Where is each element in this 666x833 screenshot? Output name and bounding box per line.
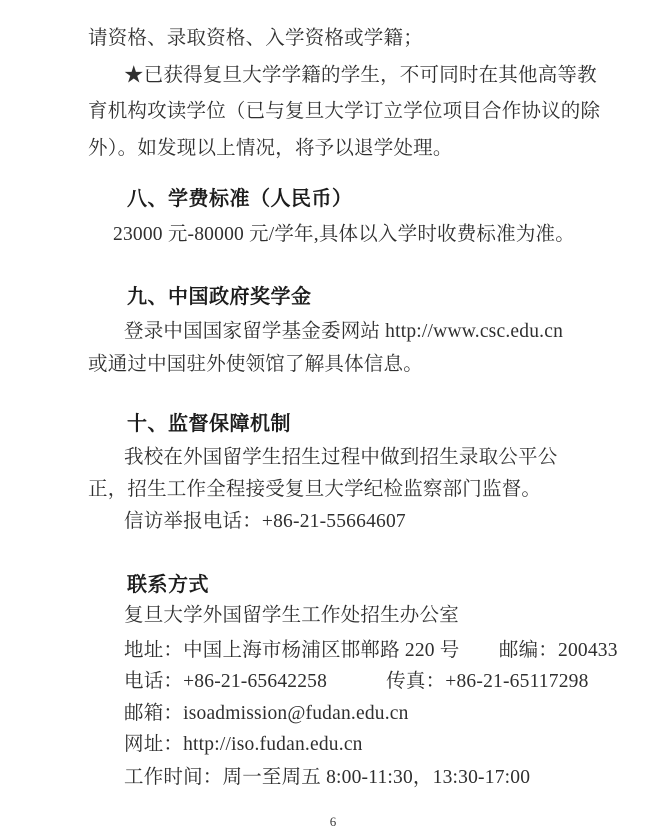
contact-email-line: 邮箱：isoadmission@fudan.edu.cn [124, 703, 409, 724]
contact-address-line: 地址：中国上海市杨浦区邯郸路 220 号 邮编：200433 [124, 640, 618, 661]
section-heading-tuition: 八、学费标准（人民币） [127, 188, 353, 210]
contact-phone-fax-line: 电话：+86-21-65642258 传真：+86-21-65117298 [124, 671, 589, 692]
report-hotline-line: 信访举报电话：+86-21-55664607 [124, 511, 406, 532]
page-number: 6 [329, 814, 337, 829]
star-paragraph-line: ★已获得复旦大学学籍的学生，不可同时在其他高等教 [124, 65, 597, 86]
section-heading-supervision: 十、监督保障机制 [127, 413, 291, 435]
body-line: 登录中国国家留学基金委网站 http://www.csc.edu.cn [124, 321, 564, 342]
paragraph-line: 请资格、录取资格、入学资格或学籍； [88, 28, 423, 49]
contact-office-line: 复旦大学外国留学生工作处招生办公室 [124, 605, 459, 626]
body-line: 正，招生工作全程接受复旦大学纪检监察部门监督。 [88, 479, 542, 500]
contact-heading: 联系方式 [127, 574, 209, 596]
body-line: 我校在外国留学生招生过程中做到招生录取公平公 [124, 447, 558, 468]
section-heading-scholarship: 九、中国政府奖学金 [127, 286, 312, 308]
contact-website-line: 网址：http://iso.fudan.edu.cn [124, 734, 363, 755]
star-paragraph-line: 育机构攻读学位（已与复旦大学订立学位项目合作协议的除 [88, 101, 601, 122]
body-line: 23000 元-80000 元/学年,具体以入学时收费标准为准。 [113, 224, 575, 245]
contact-hours-line: 工作时间：周一至周五 8:00-11:30，13:30-17:00 [124, 767, 531, 788]
star-paragraph-line: 外）。如发现以上情况，将予以退学处理。 [88, 138, 453, 159]
body-line: 或通过中国驻外使领馆了解具体信息。 [88, 354, 423, 375]
